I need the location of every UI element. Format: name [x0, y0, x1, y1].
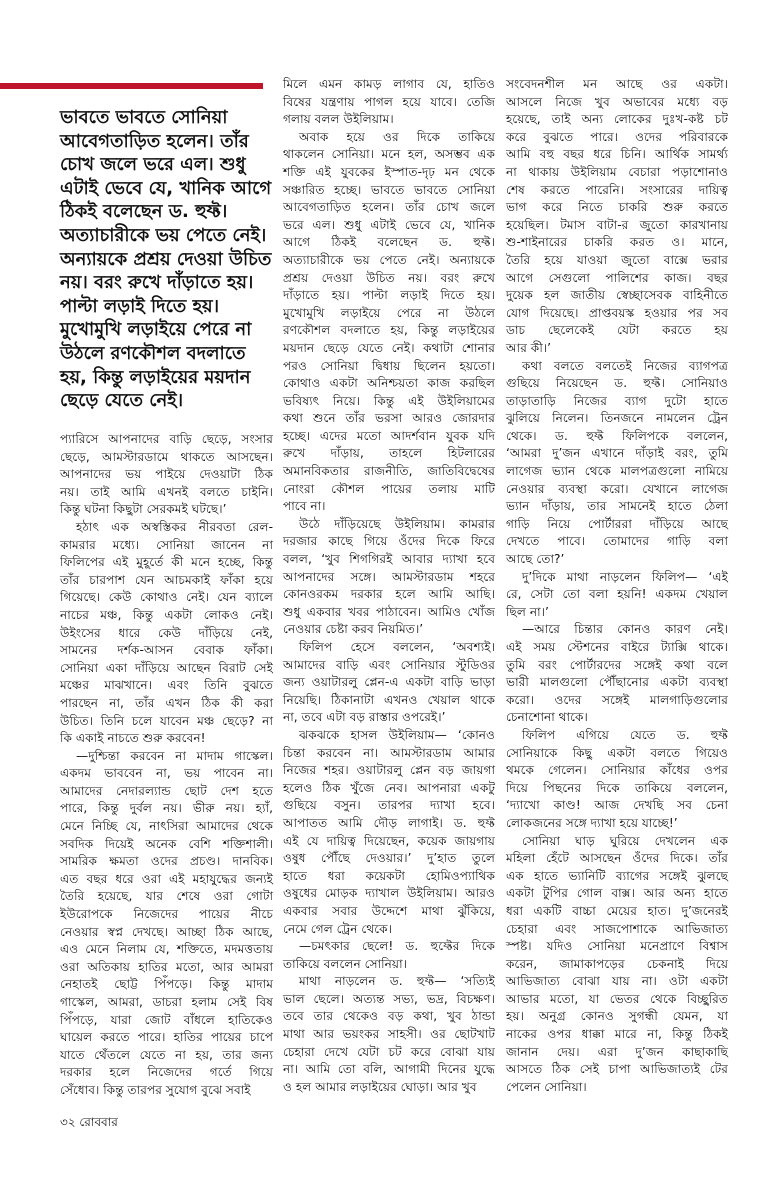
paragraph	[506, 833, 728, 1097]
text-line: গলায় বলল উইলিয়াম।	[283, 112, 394, 127]
pull-quote-line: এটাই ভেবে যে, খানিক আগে	[60, 177, 272, 199]
text-line: পাবে না।	[283, 499, 326, 514]
text-line: অবাক হয়ে ওর দিকে তাকিয়ে	[299, 129, 495, 144]
text-line: রণকৌশল বদলাতে হয়, কিন্তু লড়াইয়ের	[283, 323, 495, 338]
text-line: গাস্কেল, আমরা, ডাচরা হলাম সেই বিষ	[60, 995, 273, 1009]
article-column-3	[506, 76, 728, 1096]
text-line: সংবেদনশীল মন আছে ওর একটা।	[506, 77, 728, 91]
text-line: নেহাতই ছোট্ট পিঁপড়ে। কিন্তু মাদাম	[60, 977, 273, 992]
paragraph	[283, 727, 495, 938]
text-line: ধরা একটি বাচ্চা মেয়ের হাত। দু’জনেরই	[506, 903, 728, 918]
text-line: কোথাও একটা অনিশ্চয়তা কাজ করছিল	[283, 376, 495, 391]
paragraph	[283, 639, 495, 727]
text-line: হয়েছে, তাই অন্য লোকের দুঃখ-কষ্ট চট	[506, 112, 728, 127]
text-line: শু-শাইনারের চাকরি করত ও। মানে,	[506, 235, 728, 250]
text-line: ভ্যান দাঁড়ায়, তার সামনেই হাতে ঠেলা	[506, 499, 728, 514]
pull-quote-line: আবেগতাড়িত হলেন। তাঁর	[60, 130, 249, 152]
text-line: মুখোমুখি লড়াইয়ে পেরে না উঠলে	[283, 305, 495, 320]
text-line: নেওয়ার স্বপ্ন দেখছে। আচ্ছা ঠিক আছে,	[60, 924, 273, 939]
text-line: দরজার কাছে গিয়ে ওঁদের দিকে ফিরে	[283, 534, 495, 549]
text-line: উঠে দাঁড়িয়েছে উইলিয়াম। কামরার	[299, 516, 495, 531]
text-line: দু’দিকে মাথা নাড়লেন ফিলিপ— ‘এই	[522, 569, 728, 584]
text-line: একদম ভাববেন না, ভয় পাবেন না।	[60, 766, 273, 781]
paragraph	[506, 621, 728, 727]
text-line: শক্তি এই যুবকের ইস্পাত-দৃঢ় মন থেকে	[283, 164, 495, 179]
paragraph	[60, 519, 273, 748]
paragraph	[60, 431, 273, 519]
text-line: ফিলিপ হেসে বললেন, ‘অবশ্যই।	[299, 640, 495, 654]
text-line: ফিলিপের এই মুহূর্তে কী মনে হচ্ছে, কিন্তু	[60, 555, 273, 570]
text-line: দাঁড়াতে হয়। পাল্টা লড়াই দিতে হয়।	[283, 288, 495, 303]
text-line: তৈরি হয়ে যাওয়া জুতো বাক্সে ভরার	[506, 252, 728, 267]
text-line: একবার সবার উদ্দেশে মাথা ঝুঁকিয়ে,	[283, 903, 495, 918]
text-line: তুমি বরং পোর্টারদের সঙ্গেই কথা বলে	[506, 657, 728, 672]
text-line: যোগ দিয়েছে। প্রাপ্তবয়স্ক হওয়ার পর সব	[506, 305, 728, 320]
text-line: তাড়াতাড়ি নিজের ব্যাগ দুটো হাতে	[506, 393, 728, 408]
text-line: মাথা নাড়লেন ড. হুফ্ট— ‘সত্যিই	[299, 974, 495, 989]
paragraph	[283, 76, 495, 129]
pull-quote-line: নয়। বরং রুখে দাঁড়াতে হয়।	[60, 272, 254, 294]
text-line: নিজের শহর। ওয়াটারলু প্লেন বড় জায়গা	[283, 763, 495, 778]
text-line: করে বুঝতে পারে। ওদের পরিবারকে	[506, 129, 728, 144]
paragraph	[506, 358, 728, 569]
pull-quote-line: অত্যাচারীকে ভয় পেতে নেই।	[60, 224, 267, 246]
text-line: চেনাশোনা থাকে।	[506, 710, 588, 725]
text-line: উইংসের ধারে কেউ দাঁড়িয়ে নেই,	[60, 625, 273, 640]
text-line: হাতে ধরা কয়েকটা হোমিওপ্যাথিক	[283, 868, 495, 883]
text-line: রুখে দাঁড়ায়, তাহলে হিটলারের	[283, 446, 495, 461]
text-line: শেষ করতে পারেনি। সংসারের দায়িত্ব	[506, 182, 728, 197]
text-line: জন্য ওয়াটারলু প্লেন-এ একটা বাড়ি ভাড়া	[283, 675, 495, 690]
text-line: ঘায়েল করতে পারে। হাতির পায়ের চাপে	[60, 1030, 273, 1045]
text-line: ওরা অতিকায় হাতির মতো, আর আমরা	[60, 959, 273, 974]
text-line: ভাগ করে নিতে চাকরি শুরু করতে	[506, 200, 728, 215]
text-line: আপাতত আমি দৌড় লাগাই। ড. হুফ্ট	[283, 815, 495, 830]
paragraph	[283, 973, 495, 1096]
text-line: হচ্ছে। এদের মতো আদর্শবান যুবক যদি	[283, 428, 495, 443]
text-line: সবদিক দিয়েই অনেক বেশি শক্তিশালী।	[60, 836, 273, 851]
text-line: আমাদের নেদারল্যান্ড ছোট দেশ হতে	[60, 783, 273, 798]
text-line: ভারী মালগুলো পৌঁছানোর একটা ব্যবস্থা	[506, 675, 728, 690]
text-line: দিয়ে পিছনের দিকে তাকিয়ে বললেন,	[506, 780, 728, 795]
text-line: নেওয়ার চেষ্টা করব নিয়মিত।’	[283, 622, 424, 637]
paragraph	[506, 76, 728, 358]
text-line: যাতে থেঁতলে যেতে না হয়, তার জন্য	[60, 1047, 273, 1062]
text-line: ‘আমরা দু’জন এখানে দাঁড়াই বরং, তুমি	[506, 446, 728, 461]
text-line: পারছেন না, তাঁর এখন ঠিক কী করা	[60, 695, 273, 710]
text-line: নিয়েছি। ঠিকানাটা এখনও খেয়াল থাকে	[283, 692, 495, 707]
text-line: ‘দ্যাখো কাণ্ড! আজ দেখছি সব চেনা	[506, 798, 728, 813]
paragraph	[283, 516, 495, 639]
text-line: হয়েছিল। টমাস বাটা-র জুতো কারখানায়	[506, 217, 728, 232]
text-line: সামনের দর্শক-আসন বেবাক ফাঁকা।	[60, 643, 273, 658]
text-line: পেলেন সোনিয়া।	[506, 1079, 587, 1094]
text-line: অমানবিকতার রাজনীতি, জাতিবিদ্বেষের	[283, 464, 495, 479]
accent-bar	[0, 83, 263, 89]
text-line: আগে ঠিকই বলেছেন ড. হুফ্ট।	[283, 235, 495, 250]
text-line: আপনাদের ভয় পাইয়ে দেওয়াটা ঠিক	[60, 467, 273, 482]
text-line: আভার মতো, যা ভেতর থেকে বিচ্ছুরিত	[506, 991, 728, 1006]
text-line: থেকে। ড. হুফ্ট ফিলিপকে বললেন,	[506, 428, 728, 443]
text-line: কিন্তু ঘটনা কিছুটা সেরকমই ঘটছে।’	[60, 502, 227, 517]
pull-quote-line: অন্যায়কে প্রশ্রয় দেওয়া উচিত	[60, 248, 272, 270]
text-line: মহিলা হেঁটে আসছেন ওঁদের দিকে। তাঁর	[506, 851, 728, 866]
text-line: পিঁপড়ে, যারা জোট বাঁধলে হাতিকেও	[60, 1012, 273, 1027]
text-line: —চমৎকার ছেলে! ড. হুফ্টের দিকে	[299, 939, 495, 954]
text-line: দরকার হলে নিজেদের গর্তে গিয়ে	[60, 1065, 273, 1080]
text-line: ভরে এল। শুধু এটাই ভেবে যে, খানিক	[283, 217, 495, 232]
text-line: না, তবে এটা বড় রাস্তার ওপরেই।’	[283, 710, 446, 725]
text-line: নেওয়ার ব্যবস্থা করো। যেখানে লাগেজ	[506, 481, 728, 496]
text-line: চেহারা দেখে যেটা চট করে বোঝা যায়	[283, 1044, 495, 1059]
page-footer: ৩২ রোববার	[60, 1115, 118, 1129]
text-line: লোকজনের সঙ্গে দ্যাখা হয়ে যাচ্ছে!’	[506, 815, 678, 830]
text-line: ডাচ ছেলেকেই যেটা করতে হয়	[506, 323, 728, 338]
text-line: জানান দেয়। এরা দু’জন কাছাকাছি	[506, 1044, 728, 1059]
text-line: বলল, ‘খুব শিগগিরই আবার দ্যাখা হবে	[283, 552, 495, 567]
text-line: আগে সেগুলো পালিশের কাজ। বছর	[506, 270, 728, 285]
text-line: আপনাদের সঙ্গে। আমস্টারডাম শহরে	[283, 569, 495, 584]
pull-quote	[60, 106, 275, 413]
paragraph	[283, 129, 495, 516]
paragraph	[60, 748, 273, 1100]
text-line: পরও সোনিয়া দ্বিধায় ছিলেন হয়তো।	[283, 358, 495, 373]
pull-quote-line: ভাবতে ভাবতে সোনিয়া	[60, 107, 228, 128]
text-line: তৈরি হয়েছে, যার শেষে ওরা গোটা	[60, 889, 273, 904]
text-line: কোনওরকম দরকার হলে আমি আছি।	[283, 587, 495, 602]
text-line: উচিত। তিনি চলে যাবেন মঞ্চ ছেড়ে? না	[60, 713, 273, 728]
text-line: কামরার মধ্যে। সোনিয়া জানেন না	[60, 537, 273, 552]
text-line: আর কী।’	[506, 340, 552, 355]
text-line: ওষুধের মোড়ক দ্যাখাল উইলিয়াম। আরও	[283, 886, 495, 901]
text-line: নোংরা কৌশল পায়ের তলায় মাটি	[283, 481, 495, 496]
text-line: ময়দান ছেড়ে যেতে নেই। কথাটা শোনার	[283, 340, 495, 355]
pull-quote-line: পাল্টা লড়াই দিতে হয়।	[60, 295, 220, 317]
text-line: মেনে নিচ্ছি যে, নাৎসিরা আমাদের থেকে	[60, 819, 273, 834]
text-line: ফিলিপ এগিয়ে যেতে ড. হুফ্ট	[522, 727, 728, 742]
paragraph	[506, 569, 728, 622]
text-line: আমি বহু বছর ধরে চিনি। আর্থিক সামর্থ্য	[506, 147, 728, 162]
text-line: এত বছর ধরে ওরা এই মহাযুদ্ধের জন্যই	[60, 871, 273, 886]
text-line: আছে তো?’	[506, 552, 565, 567]
text-line: আসলে নিজে খুব অভাবের মধ্যে বড়	[506, 94, 728, 109]
text-line: দুয়েক হল জাতীয় স্বেচ্ছাসেবক বাহিনীতে	[506, 288, 728, 303]
text-line: —দুশ্চিন্তা করবেন না মাদাম গাস্কেল।	[76, 748, 273, 763]
text-line: ঝুলিয়ে নিলেন। তিনজনে নামলেন ট্রেন	[506, 411, 728, 426]
text-line: থাকলেন সোনিয়া। মনে হল, অসম্ভব এক	[283, 147, 495, 162]
text-line: তবে তার থেকেও বড় কথা, খুব ঠান্ডা	[283, 1009, 495, 1024]
article-column-1	[60, 431, 273, 1100]
text-line: না থাকায় উইলিয়াম বেচারা পড়াশোনাও	[506, 164, 728, 179]
text-line: হঠাৎ এক অস্বস্তিকর নীরবতা রেল-	[76, 519, 273, 534]
text-line: সামরিক ক্ষমতা ওদের প্রচণ্ড। দানবিক।	[60, 854, 273, 869]
text-line: অত্যাচারীকে ভয় পেতে নেই। অন্যায়কে	[283, 252, 495, 267]
text-line: এই সময় স্টেশনের বাইরে ট্যাক্সি থাকে।	[506, 640, 728, 654]
text-line: গাড়ি নিয়ে পোর্টাররা দাঁড়িয়ে আছে	[506, 516, 728, 531]
text-line: প্যারিসে আপনাদের বাড়ি ছেড়ে, সংসার	[60, 432, 273, 446]
text-line: ছিল না।’	[506, 604, 549, 619]
pull-quote-line: ঠিকই বলেছেন ড. হুফ্ট।	[60, 201, 228, 223]
article-column-2	[283, 76, 495, 1096]
text-line: নয়। তাই আমি এখনই বলতে চাইনি।	[60, 484, 273, 499]
text-line: নেমে গেল ট্রেন থেকে।	[283, 921, 393, 936]
text-line: ভাল ছেলে। অত্যন্ত সভ্য, ভদ্র, বিচক্ষণ।	[283, 991, 495, 1006]
text-line: দেখতে পাবে। তোমাদের গাড়ি বলা	[506, 534, 728, 549]
pull-quote-line: হয়, কিন্তু লড়াইয়ের ময়দান	[60, 366, 251, 388]
text-line: তাঁর চারপাশ যেন আচমকাই ফাঁকা হয়ে	[60, 572, 273, 587]
text-line: ছেড়ে, আমস্টারডামে থাকতে আসছেন।	[60, 449, 273, 464]
text-line: সঞ্চারিত হচ্ছে। ভাবতে ভাবতে সোনিয়া	[283, 182, 495, 197]
text-line: পারে, কিন্তু দুর্বল নয়। ভীরু নয়। হ্যাঁ,	[60, 801, 273, 816]
text-line: নাকের ওপর ধাক্কা মারে না, কিন্তু ঠিকই	[506, 1027, 728, 1042]
text-line: নাচের মঞ্চ, কিন্তু একটা লোকও নেই।	[60, 607, 273, 622]
text-line: গিয়েছে। কেউ কোথাও নেই। যেন ব্যালে	[60, 590, 273, 605]
text-line: চেহারা এবং সাজপোশাকে আভিজাত্য	[506, 921, 728, 936]
text-line: লাগেজ ভ্যান থেকে মালপত্রগুলো নামিয়ে	[506, 464, 728, 479]
pull-quote-line: মুখোমুখি লড়াইয়ে পেরে না	[60, 319, 252, 341]
text-line: আসতে ঠিক সেই চাপা আভিজাত্যই টের	[506, 1062, 728, 1077]
text-line: হয়। অনুগ্র কোনও সুগন্ধী যেমন, যা	[506, 1009, 728, 1024]
pull-quote-line: উঠলে রণকৌশল বদলাতে	[60, 342, 246, 364]
text-line: রে, সেটা তো বলা হয়নি! একদম খেয়াল	[506, 587, 728, 602]
text-line: চিন্তা করবেন না। আমস্টারডাম আমার	[283, 745, 495, 760]
text-line: এই যে দায়িত্ব দিয়েছেন, কয়েক জায়গায়	[283, 833, 495, 848]
text-line: সোনিয়াকে কিছু একটা বলতে গিয়েও	[506, 745, 728, 760]
text-line: শুধু একবার খবর পাঠাবেন। আমিও খোঁজ	[283, 604, 495, 619]
text-line: মিলে এমন কামড় লাগাব যে, হাতিও	[283, 77, 495, 91]
text-line: আমাদের বাড়ি এবং সোনিয়ার স্টুডিওর	[283, 657, 495, 672]
text-line: কথা বলতে বলতেই নিজের ব্যাগপত্র	[522, 358, 728, 373]
text-line: গুছিয়ে বসুন। তারপর দ্যাখা হবে।	[283, 798, 495, 813]
text-line: ও হল আমার লড়াইয়ের ঘোড়া। আর খুব	[283, 1079, 477, 1094]
text-line: মঞ্চের মাঝখানে। এবং তিনি বুঝতে	[60, 678, 273, 693]
text-line: না। আমি তো বলি, আগামী দিনের যুদ্ধে	[283, 1062, 495, 1077]
text-line: —আরে চিন্তার কোনও কারণ নেই।	[522, 622, 728, 637]
text-line: সেঁধোব। কিন্তু তারপর সুযোগ বুঝে সবাই	[60, 1082, 251, 1097]
text-line: তাকিয়ে বললেন সোনিয়া।	[283, 956, 407, 971]
text-line: করেন, জামাকাপড়ের চেকনাই দিয়ে	[506, 956, 728, 971]
text-line: আভিজাত্য বোঝা যায় না। ওটা একটা	[506, 974, 728, 989]
text-line: একটা টুপির গোল বাক্স। আর অন্য হাতে	[506, 886, 728, 901]
text-line: স্পষ্ট। যদিও সোনিয়া মনেপ্রাণে বিশ্বাস	[506, 939, 728, 954]
text-line: গুছিয়ে নিয়েছেন ড. হুফ্ট। সোনিয়াও	[506, 376, 728, 391]
text-line: হলেও ঠিক খুঁজে নেব। আপনারা একটু	[283, 780, 495, 795]
text-line: মাথা আর ভয়ংকর সাহসী। ওর ছোটখাট	[283, 1027, 495, 1042]
text-line: সোনিয়া ঘাড় ঘুরিয়ে দেখলেন এক	[522, 833, 728, 848]
text-line: এও মেনে নিলাম যে, শক্তিতে, মদমত্ততায়	[60, 942, 273, 957]
text-line: কথা শুনে তাঁর ভরসা আরও জোরদার	[283, 411, 495, 426]
text-line: ইউরোপকে নিজেদের পায়ের নীচে	[60, 907, 273, 922]
pull-quote-line: ছেড়ে যেতে নেই।	[60, 390, 184, 412]
pull-quote-line: চোখ জলে ভরে এল। শুধু	[60, 154, 246, 176]
text-line: আবেগতাড়িত হলেন। তাঁর চোখ জলে	[283, 200, 495, 215]
text-line: কি একাই নাচতে শুরু করবেন!	[60, 731, 206, 746]
text-line: বিষের যন্ত্রণায় পাগল হয়ে যাবে। তেজি	[283, 94, 495, 109]
text-line: ওষুধ পৌঁছে দেওয়ার।’ দু’হাত তুলে	[283, 851, 495, 866]
text-line: থমকে গেলেন। সোনিয়ার কাঁধের ওপর	[506, 763, 728, 778]
paragraph	[506, 727, 728, 833]
text-line: ঝকঝকে হাসল উইলিয়াম— ‘কোনও	[299, 727, 495, 742]
text-line: ভবিষ্যৎ নিয়ে। কিন্তু এই উইলিয়ামের	[283, 393, 495, 408]
text-line: প্রশ্রয় দেওয়া উচিত নয়। বরং রুখে	[283, 270, 495, 285]
text-line: করো। ওদের সঙ্গেই মালগাড়িগুলোর	[506, 692, 728, 707]
text-line: এক হাতে ভ্যানিটি ব্যাগের সঙ্গেই ঝুলছে	[506, 868, 728, 883]
paragraph	[283, 938, 495, 973]
text-line: সোনিয়া একা দাঁড়িয়ে আছেন বিরাট সেই	[60, 660, 273, 675]
